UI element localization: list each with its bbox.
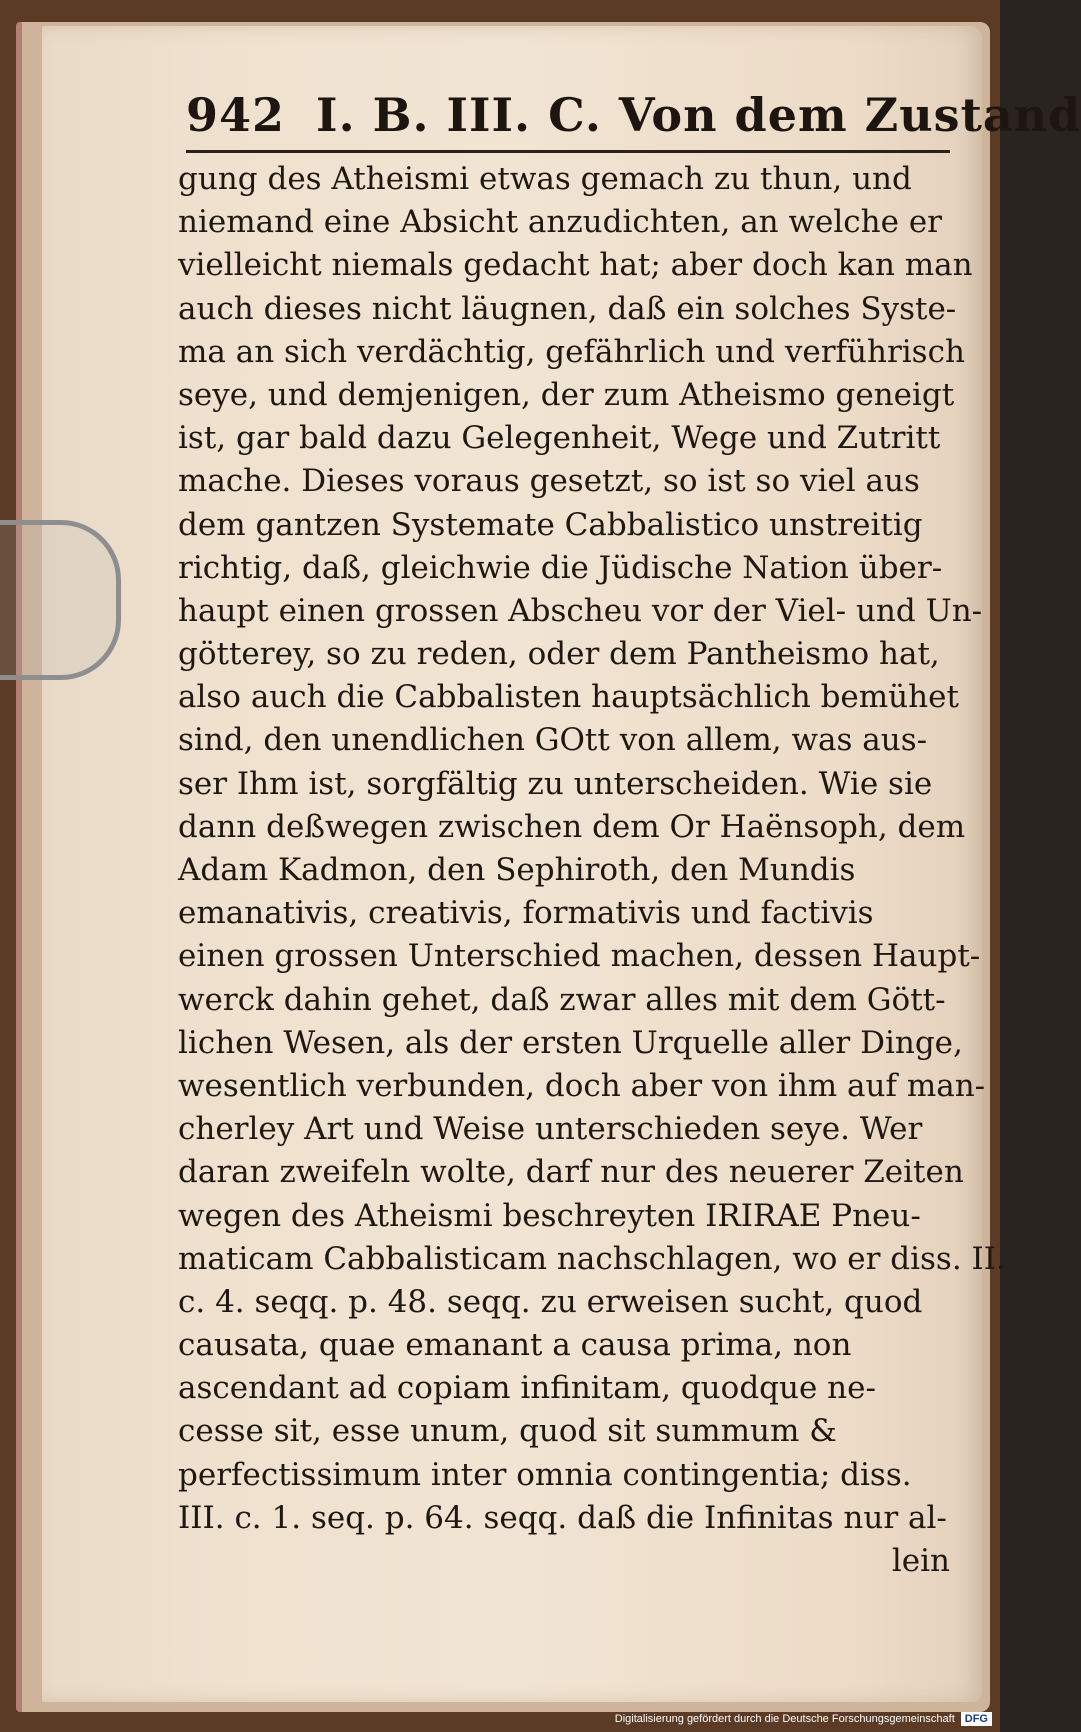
- text-line: dann deßwegen zwischen dem Or Haënsoph, dem: [178, 808, 966, 845]
- text-line: ma an sich verdächtig, gefährlich und verführisch: [178, 333, 965, 370]
- text-line: einen grossen Unterschied machen, dessen Haupt-: [178, 938, 981, 975]
- digitization-credit: [615, 1712, 992, 1726]
- text-line: wesentlich verbunden, doch aber von ihm auf man-: [178, 1067, 986, 1104]
- text-line: werck dahin gehet, daß zwar alles mit dem Gött-: [178, 981, 946, 1018]
- text-line: cesse sit, esse unum, quod sit summum &: [178, 1413, 837, 1450]
- body-text: [178, 158, 1006, 1583]
- text-line: mache. Dieses voraus gesetzt, so ist so viel aus: [178, 463, 920, 500]
- text-line: also auch die Cabbalisten hauptsächlich bemühet: [178, 679, 959, 716]
- credit-text: Digitalisierung gefördert durch die Deutsche Forschungsgemeinschaft: [614, 1713, 955, 1725]
- text-line: dem gantzen Systemate Cabbalistico unstreitig: [178, 506, 923, 543]
- text-line: wegen des Atheismi beschreyten IRIRAE Pneu-: [178, 1197, 921, 1234]
- text-line: causata, quae emanant a causa prima, non: [178, 1327, 852, 1364]
- page-number: 942: [186, 88, 286, 142]
- text-line: sind, den unendlichen GOtt von allem, was aus-: [178, 722, 928, 759]
- text-line: ist, gar bald dazu Gelegenheit, Wege und Zutritt: [178, 420, 941, 457]
- text-line: perfectissimum inter omnia contingentia; diss.: [178, 1456, 912, 1493]
- text-line: ser Ihm ist, sorgfältig zu unterscheiden. Wie sie: [178, 765, 933, 802]
- dfg-logo: DFG: [961, 1712, 992, 1726]
- text-line: Adam Kadmon, den Sephiroth, den Mundis: [178, 852, 856, 888]
- page-header: [186, 88, 1081, 152]
- text-line: ascendant ad copiam infinitam, quodque ne-: [178, 1370, 876, 1407]
- catchword: lein: [891, 1543, 950, 1579]
- running-title: I. B. III. C. Von dem Zustand: [316, 88, 1081, 142]
- text-line: seye, und demjenigen, der zum Atheismo geneigt: [178, 376, 955, 413]
- text-line: c. 4. seqq. p. 48. seqq. zu erweisen sucht, quod: [178, 1283, 923, 1320]
- text-line: maticam Cabbalisticam nachschlagen, wo er diss. II.: [178, 1240, 1006, 1277]
- text-line: götterey, so zu reden, oder dem Pantheismo hat,: [178, 636, 940, 673]
- text-line: auch dieses nicht läugnen, daß ein solches Syste-: [178, 290, 957, 327]
- text-line: III. c. 1. seq. p. 64. seqq. daß die Infinitas nur al-: [178, 1499, 947, 1536]
- text-line: richtig, daß, gleichwie die Jüdische Nation über-: [178, 549, 943, 586]
- text-line: emanativis, creativis, formativis und factivis: [178, 895, 874, 932]
- paper-clip: [0, 520, 121, 680]
- text-line: niemand eine Absicht anzudichten, an welche er: [178, 204, 942, 241]
- text-line: lichen Wesen, als der ersten Urquelle aller Dinge,: [178, 1024, 963, 1061]
- text-line: cherley Art und Weise unterschieden seye. Wer: [178, 1111, 923, 1148]
- text-line: vielleicht niemals gedacht hat; aber doch kan man: [178, 247, 973, 284]
- header-rule: [186, 150, 950, 153]
- text-line: haupt einen grossen Abscheu vor der Viel- und Un-: [178, 592, 983, 629]
- text-line: daran zweifeln wolte, darf nur des neuerer Zeiten: [178, 1154, 964, 1191]
- text-line: gung des Atheismi etwas gemach zu thun, und: [178, 161, 912, 197]
